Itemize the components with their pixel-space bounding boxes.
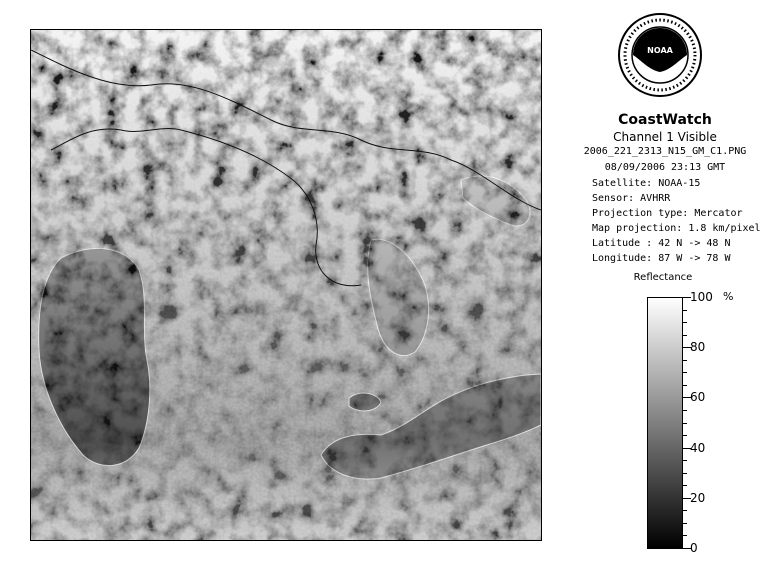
cloud-cover (31, 30, 542, 541)
projection-type-label: Projection type: Mercator (592, 208, 743, 219)
product-title: CoastWatch (618, 112, 712, 128)
colorbar-minor-tick (683, 473, 687, 474)
colorbar-minor-tick (683, 423, 687, 424)
satellite-label: Satellite: NOAA-15 (592, 178, 701, 189)
logo-text: NOAA (647, 46, 673, 55)
colorbar-tick-label: 20 (690, 490, 706, 505)
colorbar-minor-tick (683, 360, 687, 361)
colorbar-minor-tick (683, 435, 687, 436)
colorbar-minor-tick (683, 523, 687, 524)
colorbar-minor-tick (683, 410, 687, 411)
longitude-range: Longitude: 87 W -> 78 W (592, 253, 731, 264)
colorbar-minor-tick (683, 372, 687, 373)
satellite-map (30, 29, 542, 541)
reflectance-colorbar (647, 297, 683, 549)
colorbar-minor-tick (683, 310, 687, 311)
noaa-logo (617, 12, 703, 98)
map-projection-label: Map projection: 1.8 km/pixel (592, 223, 761, 234)
colorbar-title: Reflectance (633, 272, 693, 283)
colorbar-tick-label: 40 (690, 440, 706, 455)
colorbar-minor-tick (683, 460, 687, 461)
colorbar-minor-tick (683, 535, 687, 536)
colorbar-tick-label: 100 (690, 290, 713, 304)
file-name: 2006_221_2313_N15_GM_C1.PNG (583, 146, 747, 157)
channel-label: Channel 1 Visible (613, 130, 717, 144)
latitude-range: Latitude : 42 N -> 48 N (592, 238, 731, 249)
colorbar-tick-label: 80 (690, 340, 706, 355)
colorbar-minor-tick (683, 485, 687, 486)
colorbar-minor-tick (683, 385, 687, 386)
acquisition-datetime: 08/09/2006 23:13 GMT (604, 162, 726, 173)
sensor-label: Sensor: AVHRR (592, 193, 671, 204)
colorbar-tick-label: 0 (690, 541, 698, 555)
colorbar-minor-tick (683, 335, 687, 336)
colorbar-tick-label: 60 (690, 390, 706, 405)
colorbar-minor-tick (683, 510, 687, 511)
colorbar-minor-tick (683, 322, 687, 323)
colorbar-unit: % (723, 290, 734, 303)
